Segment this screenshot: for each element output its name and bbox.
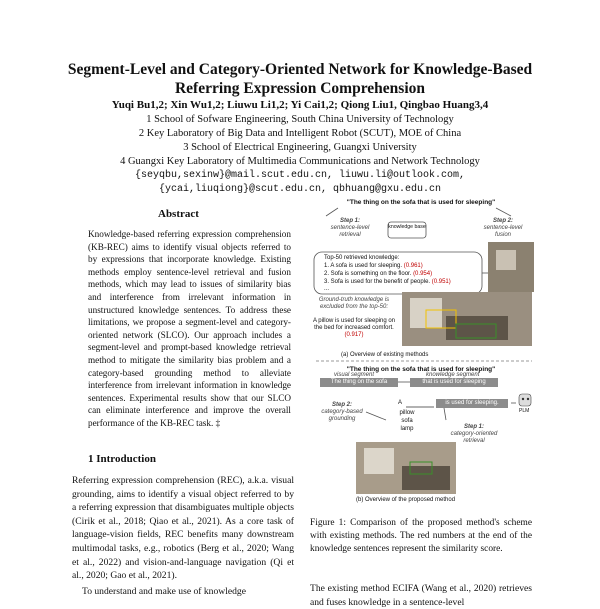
scene-photo-b-sofa <box>402 466 450 490</box>
arrow-step2b <box>366 412 386 420</box>
subcaption-b: (b) Overview of the proposed method <box>356 497 456 503</box>
figure-1 <box>306 198 536 510</box>
prompt-suffix: is used for sleeping. <box>445 400 499 406</box>
right-column-paragraph: The existing method ECIFA (Wang et al., 2020) retrieves and fuses knowledge in a sentence-level <box>310 583 532 608</box>
ground-truth-sentence: A pillow is used for sleeping on the bed for increased comfort. <box>312 318 396 331</box>
knowledge-text-2: 2. Sofa is something on the floor. <box>324 271 412 277</box>
email-line-1: {seyqbu,sexinw}@mail.scut.edu.cn, liuwu.li@outlook.com, <box>134 170 466 181</box>
paper-title <box>0 60 600 98</box>
ground-truth-note: Ground-truth knowledge is excluded from the top-50: <box>318 297 390 310</box>
step2a-subtitle: sentence-level fusion <box>483 225 523 238</box>
step1b-subtitle: category-oriented retrieval <box>450 431 498 444</box>
knowledge-score-2: (0.954) <box>413 271 433 277</box>
knowledge-score-1: (0.961) <box>403 263 423 269</box>
scene-photo-a-window <box>496 250 516 270</box>
abstract-heading: Abstract <box>158 208 199 220</box>
knowledge-text-3: 3. Sofa is used for the benefit of people. <box>324 279 431 285</box>
step2a-title: Step 2: <box>492 218 513 224</box>
affiliation-3: 3 School of Electrical Engineering, Guangxi University <box>183 142 417 153</box>
visual-segment: The thing on the sofa <box>330 379 388 385</box>
knowledge-segment-label: knowledge segment <box>426 372 480 378</box>
ground-truth-score: (0.917) <box>344 332 364 338</box>
title-line-1: Segment-Level and Category-Oriented Network for Knowledge-Based <box>67 61 533 78</box>
knowledge-item-2 <box>324 271 432 278</box>
section-heading-introduction: 1 Introduction <box>88 453 156 465</box>
plm-robot-icon <box>519 394 531 406</box>
email-line-2: {ycai,liuqiong}@scut.edu.cn, qbhuang@gxu.edu.cn <box>158 184 442 195</box>
introduction-text <box>72 474 294 598</box>
top50-title: Top-50 retrieved knowledge: <box>324 255 400 261</box>
step1a-title: Step 1: <box>339 218 360 224</box>
plm-label: PLM <box>519 408 530 414</box>
introduction-paragraph: Referring expression comprehension (REC), a.k.a. visual grounding, aims to identify a visual object referred to by a referring expression that disambiguates multiple objects (Cirik et al., 2018; Qiao et al., 2021). As a core task of language-vision fields, REC benefits many downstream multimodal tasks, e.g., robotics (Berg et al., 2020; Wang et al., 2022) and vision-and-language navigation (Qi et al., 2020; Gao et al., 2021). <box>72 475 294 582</box>
knowledge-text-1: 1. A sofa is used for sleeping. <box>324 263 403 269</box>
knowledge-segment: that is used for sleeping <box>422 379 486 385</box>
step2b-title: Step 2: <box>331 402 352 408</box>
figure-caption: Figure 1: Comparison of the proposed method's scheme with existing methods. The red numbers at the end of the knowledge sentences represent the similarity score. <box>310 518 532 555</box>
category-lamp: lamp <box>400 426 414 432</box>
knowledge-ellipsis: ... <box>324 286 330 292</box>
step2b-subtitle: category-based grounding <box>321 409 363 422</box>
arrow-step1a <box>326 208 338 216</box>
scene-photo-b-window <box>364 448 394 474</box>
arrow-step1b <box>444 408 446 420</box>
category-sofa: sofa <box>401 418 413 424</box>
ground-truth-knowledge <box>312 318 396 339</box>
arrow-step2a <box>496 208 511 216</box>
affiliation-1: 1 School of Sofware Engineering, South China University of Technology <box>146 114 454 125</box>
title-line-2: Referring Expression Comprehension <box>174 80 425 97</box>
category-pillow: pillow <box>399 410 415 416</box>
abstract-text: Knowledge-based referring expression comprehension (KB-REC) aims to identify visual objects referred to by expressions that incorporate knowledge. Existing methods employ sentence-level retrieval and fusion methods, which may lead to issues of similarity bias and interference from irrelevant information in unstructured knowledge sentences. To address these limitations, we propose a segment-level and category-oriented network (SLCO). Our approach includes a segment-level and prompt-based knowledge retrieval method to mitigate the similarity bias problem and a category-based grounding method to alleviate interference from irrelevant information in knowledge sentences. Experimental results show that our SLCO can eliminate interference and improve the overall performance of the KB-REC task. ‡ <box>88 229 291 428</box>
introduction-continuation: To understand and make use of knowledge <box>82 585 246 597</box>
query-a: "The thing on the sofa that is used for sleeping" <box>346 199 496 206</box>
subcaption-a: (a) Overview of existing methods <box>341 352 429 358</box>
visual-segment-label: visual segment <box>334 372 375 378</box>
step1a-subtitle: sentence-level retrieval <box>330 225 370 238</box>
query-b: "The thing on the sofa that is used for sleeping" <box>346 366 496 373</box>
knowledge-score-3: (0.951) <box>431 279 451 285</box>
author-list: Yuqi Bu1,2; Xin Wu1,2; Liuwu Li1,2; Yi Cai1,2; Qiong Liu1, Qingbao Huang3,4 <box>111 99 489 111</box>
affiliation-4: 4 Guangxi Key Laboratory of Multimedia Communications and Network Technology <box>120 156 480 167</box>
plm-robot-eye-left <box>522 398 524 400</box>
knowledge-item-3 <box>324 279 451 286</box>
knowledge-item-1 <box>324 263 423 270</box>
affiliation-2: 2 Key Laboratory of Big Data and Intelligent Robot (SCUT), MOE of China <box>138 128 462 139</box>
knowledge-base-label: knowledge base <box>388 224 426 230</box>
step1b-title: Step 1: <box>463 424 484 430</box>
plm-robot-eye-right <box>527 398 529 400</box>
prompt-prefix: A <box>398 400 403 406</box>
